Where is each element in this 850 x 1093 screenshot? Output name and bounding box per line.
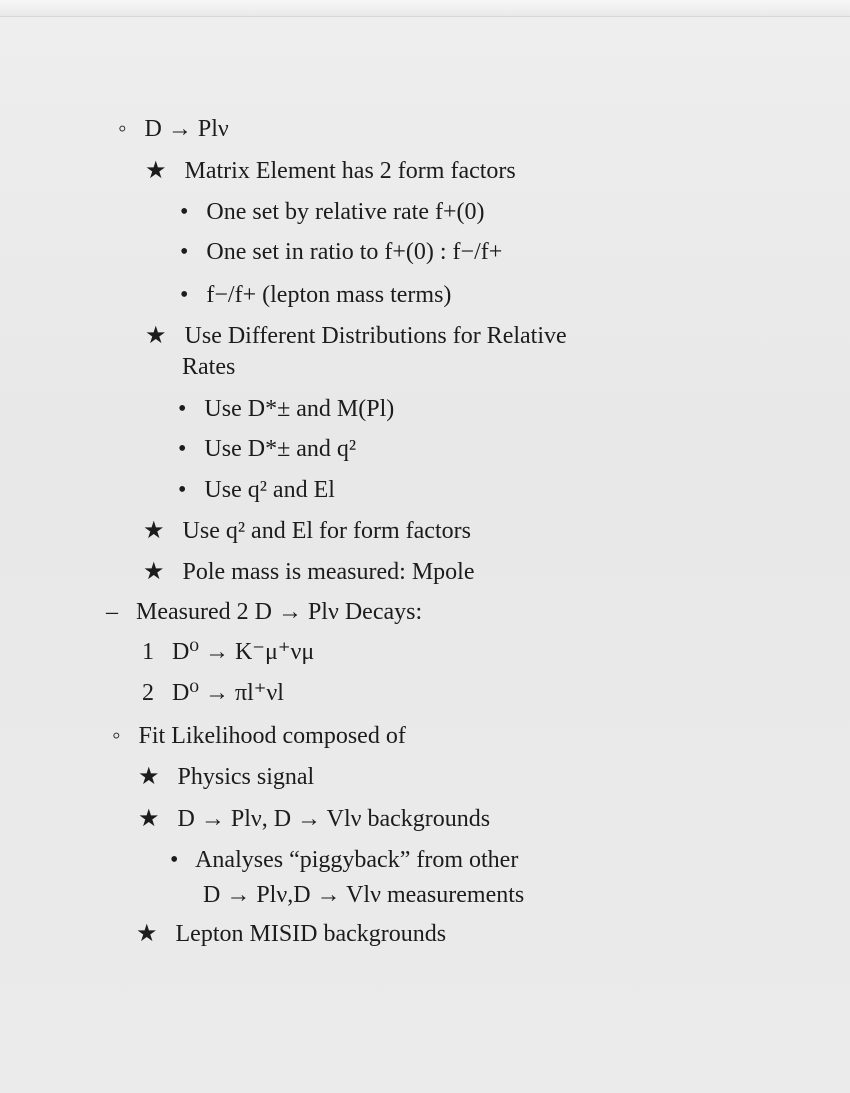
line-text: Use q² and El for form factors [182, 518, 471, 544]
bullet-line-16 [112, 721, 406, 751]
bullet-line-14 [142, 637, 314, 667]
line-text: Analyses “piggyback” from other [195, 847, 519, 873]
bullet-line-1 [118, 114, 229, 144]
star-bullet-icon: ★ [138, 806, 160, 832]
dot-bullet-icon: • [178, 436, 187, 462]
line-text: Use D*± and M(Pl) [204, 396, 395, 422]
open-circle-bullet-icon: ◦ [118, 116, 127, 142]
line-text: Use q² and El [204, 477, 335, 503]
open-circle-bullet-icon: ◦ [112, 723, 121, 749]
dot-bullet-icon: • [180, 282, 189, 308]
line-text: Use D*± and q² [204, 436, 357, 462]
line-text: Lepton MISID backgrounds [175, 921, 447, 947]
line-text: D⁰ → πl⁺νl [172, 680, 284, 706]
dot-bullet-icon: • [170, 847, 179, 873]
star-bullet-icon: ★ [143, 559, 165, 585]
line-text: f−/f+ (lepton mass terms) [206, 282, 452, 308]
bullet-line-3 [180, 197, 484, 227]
bullet-line-19 [170, 845, 518, 875]
line-text: D → Plν,D → Vlν measurements [203, 882, 525, 908]
line-text: Use Different Distributions for Relative [184, 323, 567, 349]
star-bullet-icon: ★ [145, 323, 167, 349]
line-text: Rates [182, 354, 236, 380]
star-bullet-icon: ★ [136, 921, 158, 947]
bullet-line-21 [136, 919, 446, 949]
number-marker: 2 [142, 680, 154, 706]
line-text: Physics signal [177, 764, 315, 790]
bullet-line-2 [145, 156, 516, 186]
line-text: D → Plν [144, 116, 229, 142]
dot-bullet-icon: • [180, 239, 189, 265]
line-text: D → Plν, D → Vlν backgrounds [177, 806, 491, 832]
bullet-line-6 [145, 321, 567, 351]
line-text: One set in ratio to f+(0) : f−/f+ [206, 239, 503, 265]
line-text: Pole mass is measured: Mpole [182, 559, 475, 585]
bullet-line-11 [143, 516, 471, 546]
dot-bullet-icon: • [180, 199, 189, 225]
bullet-line-13 [106, 597, 422, 627]
line-text: D⁰ → K⁻μ⁺νμ [172, 639, 315, 665]
bullet-line-4 [180, 237, 502, 267]
star-bullet-icon: ★ [145, 158, 167, 184]
dot-bullet-icon: • [178, 477, 187, 503]
line-text: Fit Likelihood composed of [138, 723, 406, 749]
bullet-line-7 [176, 352, 235, 382]
bullet-line-18 [138, 804, 490, 834]
bullet-line-8 [178, 394, 394, 424]
bullet-line-15 [142, 678, 284, 708]
number-marker: 1 [142, 639, 154, 665]
line-text: Measured 2 D → Plν Decays: [136, 599, 423, 625]
bullet-line-12 [143, 557, 474, 587]
page-top-edge [0, 0, 850, 17]
bullet-line-5 [180, 280, 451, 310]
line-text: Matrix Element has 2 form factors [184, 158, 516, 184]
line-text: One set by relative rate f+(0) [206, 199, 485, 225]
bullet-line-9 [178, 434, 356, 464]
star-bullet-icon: ★ [143, 518, 165, 544]
dot-bullet-icon: • [178, 396, 187, 422]
star-bullet-icon: ★ [138, 764, 160, 790]
bullet-line-20 [197, 880, 524, 910]
bullet-line-17 [138, 762, 314, 792]
dash-bullet-icon: – [106, 599, 118, 625]
bullet-line-10 [178, 475, 335, 505]
